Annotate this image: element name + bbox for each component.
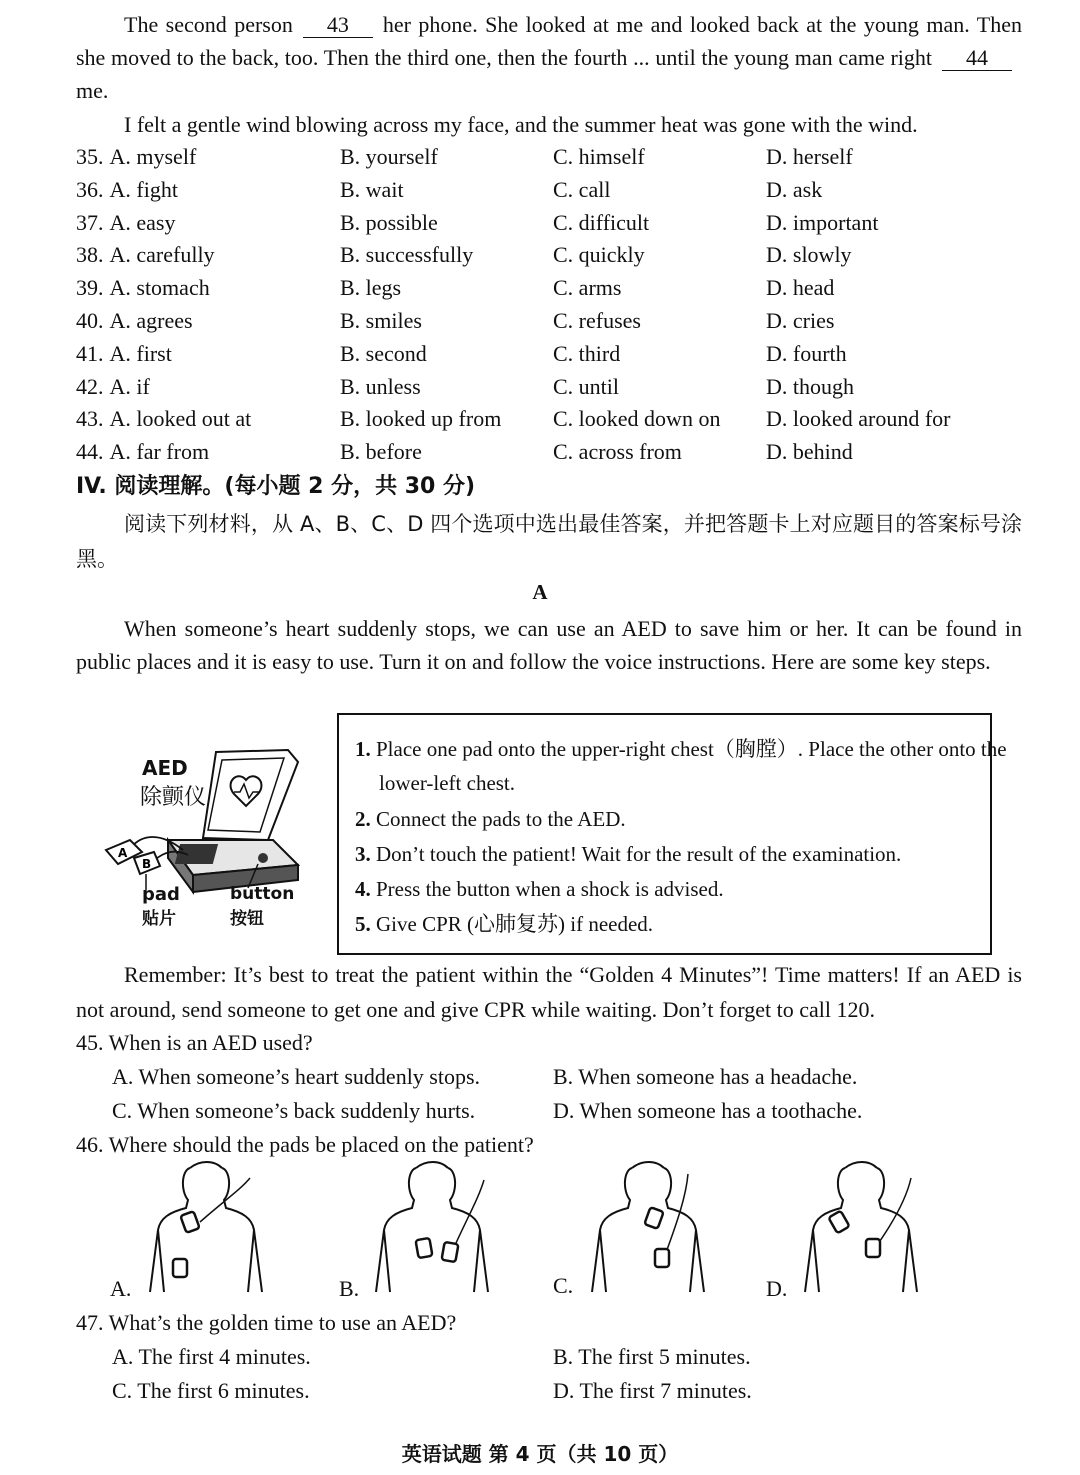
option-text: A. stomach [109, 275, 210, 301]
cloze-option-a [76, 140, 196, 173]
option-text: A. if [109, 373, 150, 399]
option-text: A. looked out at [109, 406, 252, 432]
section-title: IV. 阅读理解。(每小题 2 分，共 30 分) [76, 474, 476, 499]
pad-marker [866, 1239, 880, 1257]
cloze-option-d: D. herself [766, 144, 853, 169]
q45-option-c: C. When someone’s back suddenly hurts. [112, 1098, 476, 1123]
q46-option-c: C. [553, 1273, 574, 1298]
step-text: Place one pad onto the upper-right chest（胸膛）. Place the other onto the lower-left chest. [376, 737, 1007, 795]
cloze-option-c: C. looked down on [553, 406, 721, 432]
passage-text: her phone. She looked at me and looked back at the young man. Then she moved to the back, too. Then the third one, then the fourth ... until the young man came right [76, 12, 1022, 70]
cloze-row [76, 304, 1022, 337]
step-number: 3. [355, 842, 371, 866]
question-number: 42. [76, 373, 104, 399]
question-47: 47. What’s the golden time to use an AED? [76, 1310, 457, 1335]
cloze-option-a [76, 238, 215, 271]
q47-option-d: D. The first 7 minutes. [553, 1378, 752, 1403]
cloze-option-b: B. smiles [340, 308, 422, 333]
passage-text: The second person [124, 12, 293, 37]
aed-label: AED [142, 756, 188, 780]
button-label-cn: 按钮 [230, 909, 264, 929]
question-number: 44. [76, 439, 104, 465]
cloze-option-d: D. looked around for [766, 406, 951, 432]
step-2 [355, 802, 985, 836]
blank-44: 44 [942, 46, 1012, 71]
cloze-option-d: D. slowly [766, 242, 852, 268]
q47-option-c: C. The first 6 minutes. [112, 1378, 310, 1403]
step-text: Press the button when a shock is advised. [376, 877, 724, 901]
cloze-row [76, 402, 1022, 435]
cloze-option-b: B. before [340, 439, 422, 465]
question-46: 46. Where should the pads be placed on the patient? [76, 1132, 534, 1157]
pad-marker [173, 1259, 187, 1277]
pad-label: pad [142, 884, 180, 905]
pad-marker [180, 1211, 199, 1233]
cloze-row [76, 140, 1022, 173]
pad-marker [828, 1211, 849, 1234]
cloze-option-a [76, 304, 193, 337]
step-number: 2. [355, 807, 371, 831]
step-number: 5. [355, 912, 371, 936]
cloze-option-b: B. yourself [340, 144, 438, 169]
button-label: button [230, 884, 295, 904]
cloze-option-d: D. fourth [766, 340, 847, 366]
pad-marker [644, 1207, 663, 1229]
cloze-option-c: C. arms [553, 275, 622, 301]
pad-marker [416, 1238, 433, 1258]
q47-option-a: A. The first 4 minutes. [112, 1344, 311, 1369]
cloze-option-c: C. until [553, 373, 620, 399]
torso-figure-c [582, 1160, 712, 1300]
question-number: 37. [76, 209, 104, 235]
option-text: A. far from [109, 439, 210, 465]
question-number: 43. [76, 406, 104, 432]
cloze-option-b: B. possible [340, 209, 438, 235]
cloze-option-c: C. quickly [553, 242, 645, 268]
cloze-option-d: D. important [766, 209, 879, 235]
cloze-option-c: C. difficult [553, 209, 650, 235]
cloze-option-c: C. third [553, 340, 621, 366]
cloze-row [76, 271, 1022, 304]
pad-b-label: B [142, 857, 152, 871]
cloze-option-a [76, 206, 175, 239]
step-4 [355, 872, 985, 906]
passage-paragraph-1 [76, 8, 1022, 107]
q45-option-d: D. When someone has a toothache. [553, 1098, 863, 1123]
step-number: 4. [355, 877, 371, 901]
passage-letter: A [532, 580, 548, 604]
cloze-option-a [76, 337, 172, 370]
steps-box [337, 713, 1007, 955]
section-instruction: 阅读下列材料，从 A、B、C、D 四个选项中选出最佳答案，并把答题卡上对应题目的答案标号涂黑。 [76, 512, 1022, 571]
option-text: A. first [109, 340, 172, 366]
question-number: 38. [76, 242, 104, 268]
step-number: 1. [355, 737, 371, 761]
question-number: 35. [76, 144, 104, 169]
cloze-option-c: C. call [553, 176, 611, 202]
blank-43: 43 [303, 13, 373, 38]
cloze-option-c: C. across from [553, 439, 682, 465]
torso-figure-d [795, 1160, 925, 1300]
question-45: 45. When is an AED used? [76, 1030, 313, 1055]
cloze-option-b: B. legs [340, 275, 402, 301]
cloze-row [76, 370, 1022, 403]
step-text: Give CPR (心肺复苏) if needed. [376, 912, 654, 936]
cloze-row [76, 337, 1022, 370]
step-text: Don’t touch the patient! Wait for the result of the examination. [376, 842, 902, 866]
pad-marker [655, 1249, 669, 1267]
cloze-option-c: C. himself [553, 144, 645, 169]
q46-option-d: D. [766, 1276, 788, 1301]
step-1 [355, 732, 1009, 800]
cloze-option-a [76, 271, 210, 304]
pad-label-cn: 贴片 [142, 909, 176, 929]
cloze-option-a [76, 370, 150, 403]
cloze-option-a [76, 435, 209, 468]
step-5 [355, 907, 985, 941]
question-number: 40. [76, 308, 104, 333]
cloze-row [76, 435, 1022, 468]
cloze-option-d: D. head [766, 275, 835, 301]
cloze-row [76, 206, 1022, 239]
cloze-option-b: B. looked up from [340, 406, 502, 432]
option-text: A. carefully [109, 242, 215, 268]
question-number: 39. [76, 275, 104, 301]
passage-text: me. [76, 78, 109, 103]
q47-option-b: B. The first 5 minutes. [553, 1344, 751, 1369]
cloze-option-c: C. refuses [553, 308, 641, 333]
cloze-option-d: D. though [766, 373, 854, 399]
cloze-option-a [76, 402, 251, 435]
cloze-option-b: B. unless [340, 373, 421, 399]
q46-option-b: B. [339, 1276, 360, 1301]
remember-paragraph: Remember: It’s best to treat the patient within the “Golden 4 Minutes”! Time matters! If an AED is not around, send someone to get one and give CPR while waiting. Don’t forget to call 120. [76, 962, 1022, 1022]
cloze-option-d: D. behind [766, 439, 853, 465]
q45-option-a: A. When someone’s heart suddenly stops. [112, 1064, 481, 1089]
cloze-option-b: B. successfully [340, 242, 474, 268]
option-text: A. fight [109, 176, 178, 202]
option-text: A. agrees [109, 308, 193, 333]
option-text: A. easy [109, 209, 176, 235]
question-number: 41. [76, 340, 104, 366]
cloze-option-d: D. ask [766, 176, 823, 202]
cloze-option-a [76, 173, 178, 206]
q45-option-b: B. When someone has a headache. [553, 1064, 858, 1089]
question-number: 36. [76, 176, 104, 202]
passage-intro: When someone’s heart suddenly stops, we can use an AED to save him or her. It can be found in public places and it is easy to use. Turn it on and follow the voice instructions. Here are some key steps. [76, 616, 1022, 674]
torso-figure-b [366, 1160, 496, 1300]
torso-figure-a [140, 1160, 270, 1300]
pad-a-label: A [118, 846, 128, 860]
passage-paragraph-2: I felt a gentle wind blowing across my face, and the summer heat was gone with the wind. [124, 112, 918, 137]
pad-marker [442, 1242, 459, 1262]
cloze-option-b: B. second [340, 340, 427, 366]
cloze-option-d: D. cries [766, 308, 835, 333]
page-footer: 英语试题 第 4 页（共 10 页） [401, 1442, 679, 1466]
cloze-row [76, 173, 1022, 206]
step-text: Connect the pads to the AED. [376, 807, 626, 831]
cloze-option-b: B. wait [340, 176, 404, 202]
aed-label-cn: 除颤仪 [140, 785, 207, 810]
option-text: A. myself [109, 144, 197, 169]
cloze-row [76, 238, 1022, 271]
step-3 [355, 837, 985, 871]
q46-option-a: A. [110, 1276, 132, 1301]
